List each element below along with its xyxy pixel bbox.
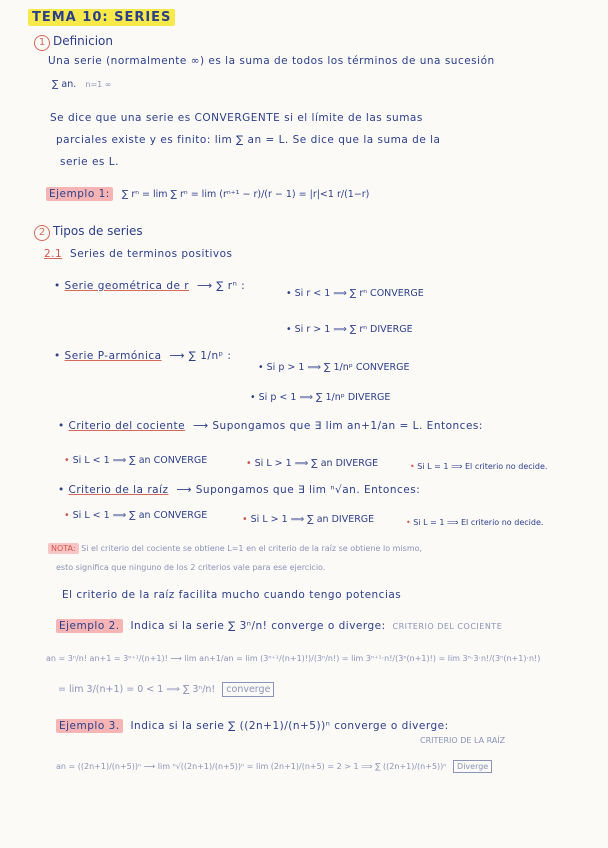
section-1-heading: 1 Definicion xyxy=(34,34,113,51)
section-number-badge: 1 xyxy=(34,35,50,51)
ejemplo-3-heading: Ejemplo 3. Indica si la serie ∑ ((2n+1)/(n+5))ⁿ converge o diverge: xyxy=(56,720,449,732)
definition-line-1: Una serie (normalmente ∞) es la suma de todos los términos de una sucesión xyxy=(48,55,495,67)
geometric-series-row: • Serie geométrica de r ⟶ ∑ rⁿ : xyxy=(54,280,246,292)
cociente-case-3: • Si L = 1 ⟹ El criterio no decide. xyxy=(410,462,548,471)
criterio-raiz-row: • Criterio de la raíz ⟶ Supongamos que ∃ lim ⁿ√an. Entonces: xyxy=(58,484,421,496)
ejemplo-1-label: Ejemplo 1: xyxy=(46,187,113,201)
ejemplo-3-label: Ejemplo 3. xyxy=(56,719,123,733)
definition-line-2: Se dice que una serie es CONVERGENTE si el límite de las sumas xyxy=(50,112,423,124)
p-armonica-case-1: • Si p > 1 ⟹ ∑ 1/nᵖ CONVERGE xyxy=(258,362,410,373)
section-number-badge: 2 xyxy=(34,225,50,241)
geometric-case-1: • Si r < 1 ⟹ ∑ rⁿ CONVERGE xyxy=(286,288,424,299)
definition-line-4: serie es L. xyxy=(60,156,119,168)
definition-formula: ∑ an. n=1 ∞ xyxy=(52,79,112,90)
subsection-2-1-heading: 2.1 Series de terminos positivos xyxy=(44,248,233,260)
ejemplo-2-line-1: an = 3ⁿ/n! an+1 = 3ⁿ⁺¹/(n+1)! ⟶ lim an+1/an = lim (3ⁿ⁺¹/(n+1)!)/(3ⁿ/n!) = lim 3ⁿ⁺¹·n!/(3ⁿ(n+1)!) = lim 3ⁿ·3·n!/(3ⁿ(n+1)·n!) xyxy=(46,654,541,663)
geometric-case-2: • Si r > 1 ⟹ ∑ rⁿ DIVERGE xyxy=(286,324,413,335)
nota-line-2: esto significa que ninguno de los 2 criterios vale para ese ejercicio. xyxy=(56,563,326,572)
ejemplo-2-result: converge xyxy=(222,682,274,697)
p-armonica-case-2: • Si p < 1 ⟹ ∑ 1/nᵖ DIVERGE xyxy=(250,392,391,403)
nota-label: NOTA: xyxy=(48,543,79,554)
cociente-case-2: • Si L > 1 ⟹ ∑ an DIVERGE xyxy=(246,458,379,469)
raiz-case-1: • Si L < 1 ⟹ ∑ an CONVERGE xyxy=(64,510,208,521)
section-2-heading: 2 Tipos de series xyxy=(34,224,143,241)
ejemplo-3-result: Diverge xyxy=(453,760,492,773)
definition-line-3: parciales existe y es finito: lim ∑ an = L. Se dice que la suma de la xyxy=(56,134,441,146)
raiz-case-3: • Si L = 1 ⟹ El criterio no decide. xyxy=(406,518,544,527)
raiz-case-2: • Si L > 1 ⟹ ∑ an DIVERGE xyxy=(242,514,375,525)
ejemplo-3-method: CRITERIO DE LA RAÍZ xyxy=(420,736,506,745)
ejemplo-2-heading: Ejemplo 2. Indica si la serie ∑ 3ⁿ/n! converge o diverge: CRITERIO DEL COCIENTE xyxy=(56,620,502,632)
ejemplo-3-line-1: an = ((2n+1)/(n+5))ⁿ ⟶ lim ⁿ√((2n+1)/(n+5))ⁿ = lim (2n+1)/(n+5) = 2 > 1 ⟹ ∑ ((2n+1)/(n+5))ⁿ Diverge xyxy=(56,762,492,771)
ejemplo-1 xyxy=(46,182,369,201)
criterio-cociente-row: • Criterio del cociente ⟶ Supongamos que ∃ lim an+1/an = L. Entonces: xyxy=(58,420,483,432)
ejemplo-1-formula: ∑ rⁿ = lim ∑ rⁿ = lim (rⁿ⁺¹ − r)/(r − 1) = |r|<1 r/(1−r) xyxy=(121,189,370,200)
page-title: TEMA 10: SERIES xyxy=(28,10,175,25)
ejemplo-2-line-2: = lim 3/(n+1) = 0 < 1 ⟹ ∑ 3ⁿ/n! converge xyxy=(58,684,274,695)
p-armonica-row: • Serie P-armónica ⟶ ∑ 1/nᵖ : xyxy=(54,350,232,362)
ejemplo-2-label: Ejemplo 2. xyxy=(56,619,123,633)
cociente-case-1: • Si L < 1 ⟹ ∑ an CONVERGE xyxy=(64,455,208,466)
nota-line-1: NOTA: Si el criterio del cociente se obtiene L=1 en el criterio de la raíz se obtiene lo mismo, xyxy=(48,544,422,553)
raiz-tip: El criterio de la raíz facilita mucho cuando tengo potencias xyxy=(62,589,402,601)
